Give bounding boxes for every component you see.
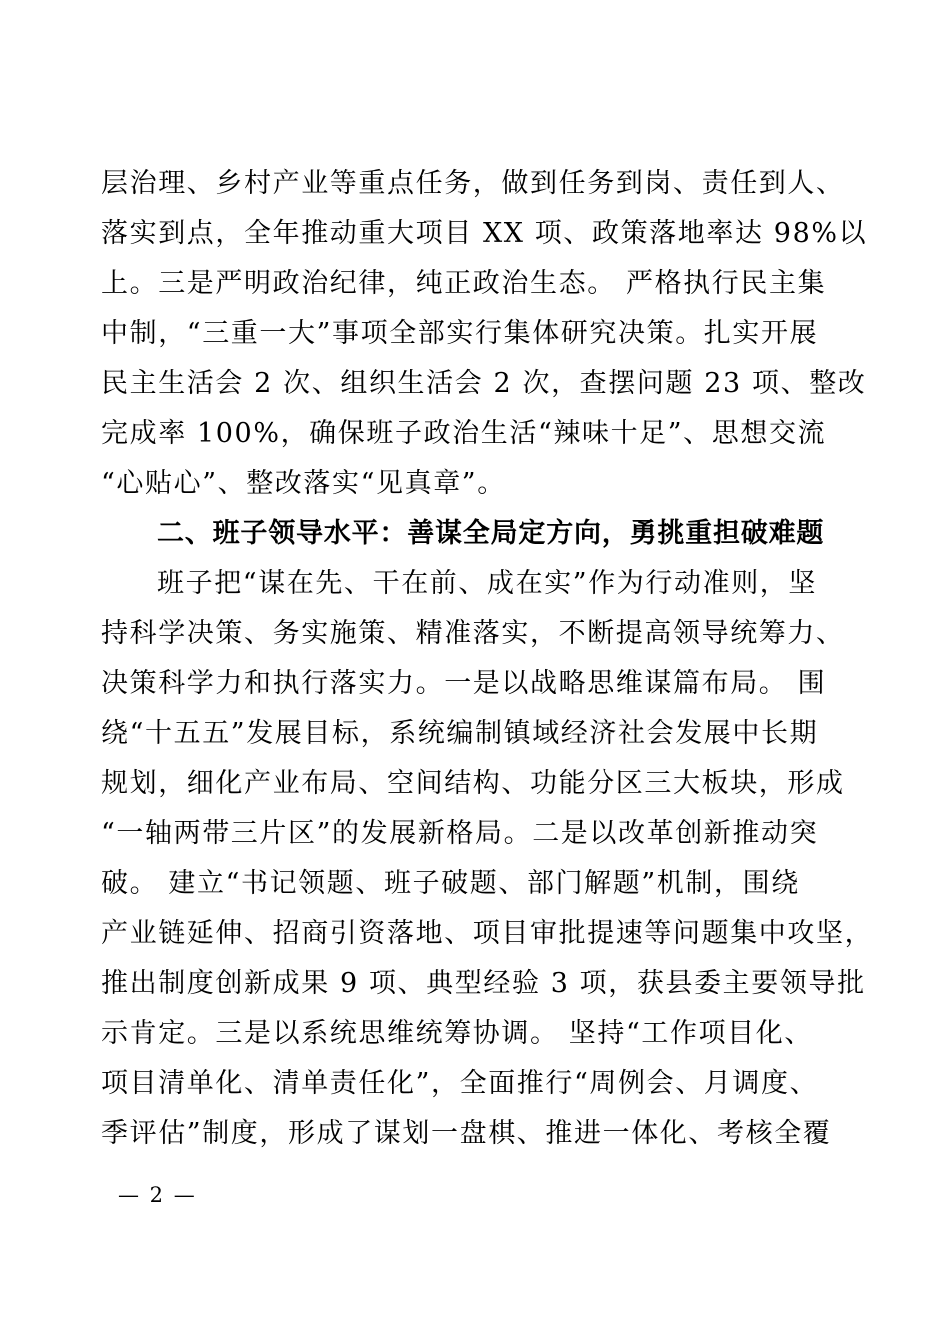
body-line-15: 破。 建立“书记领题、班子破题、部门解题”机制，围绕 [101, 868, 800, 899]
body-line-7: “心贴心”、整改落实“见真章”。 [101, 468, 506, 499]
body-line-1: 层治理、乡村产业等重点任务，做到任务到岗、责任到人、 [101, 168, 845, 199]
body-line-5: 民主生活会 2 次、组织生活会 2 次，查摆问题 23 项、整改 [101, 368, 867, 399]
body-line-10: 持科学决策、务实施策、精准落实，不断提高领导统筹力、 [101, 618, 845, 649]
body-line-12: 绕“十五五”发展目标，系统编制镇域经济社会发展中长期 [101, 718, 819, 749]
body-line-2: 落实到点，全年推动重大项目 XX 项、政策落地率达 98%以 [101, 218, 868, 249]
body-line-17: 推出制度创新成果 9 项、典型经验 3 项，获县委主要领导批 [101, 968, 866, 999]
body-line-11: 决策科学力和执行落实力。一是以战略思维谋篇布局。 围 [101, 668, 827, 699]
page-number: — 2 — [118, 1183, 197, 1207]
body-line-3: 上。三是严明政治纪律，纯正政治生态。 严格执行民主集 [101, 268, 827, 299]
body-line-6: 完成率 100%，确保班子政治生活“辣味十足”、思想交流 [101, 418, 827, 449]
body-line-18: 示肯定。三是以系统思维统筹协调。 坚持“工作项目化、 [101, 1018, 813, 1049]
body-line-19: 项目清单化、清单责任化”，全面推行“周例会、月调度、 [101, 1068, 819, 1099]
body-line-16: 产业链延伸、招商引资落地、项目审批提速等问题集中攻坚， [101, 918, 874, 949]
body-line-20: 季评估”制度，形成了谋划一盘棋、推进一体化、考核全覆 [101, 1118, 832, 1149]
body-line-13: 规划，细化产业布局、空间结构、功能分区三大板块，形成 [101, 768, 845, 799]
body-line-14: “一轴两带三片区”的发展新格局。二是以改革创新推动突 [101, 818, 819, 849]
section-heading: 二、班子领导水平：善谋全局定方向，勇挑重担破难题 [157, 518, 825, 549]
body-line-9: 班子把“谋在先、干在前、成在实”作为行动准则，坚 [157, 568, 818, 599]
body-line-4: 中制，“三重一大”事项全部实行集体研究决策。扎实开展 [101, 318, 819, 349]
